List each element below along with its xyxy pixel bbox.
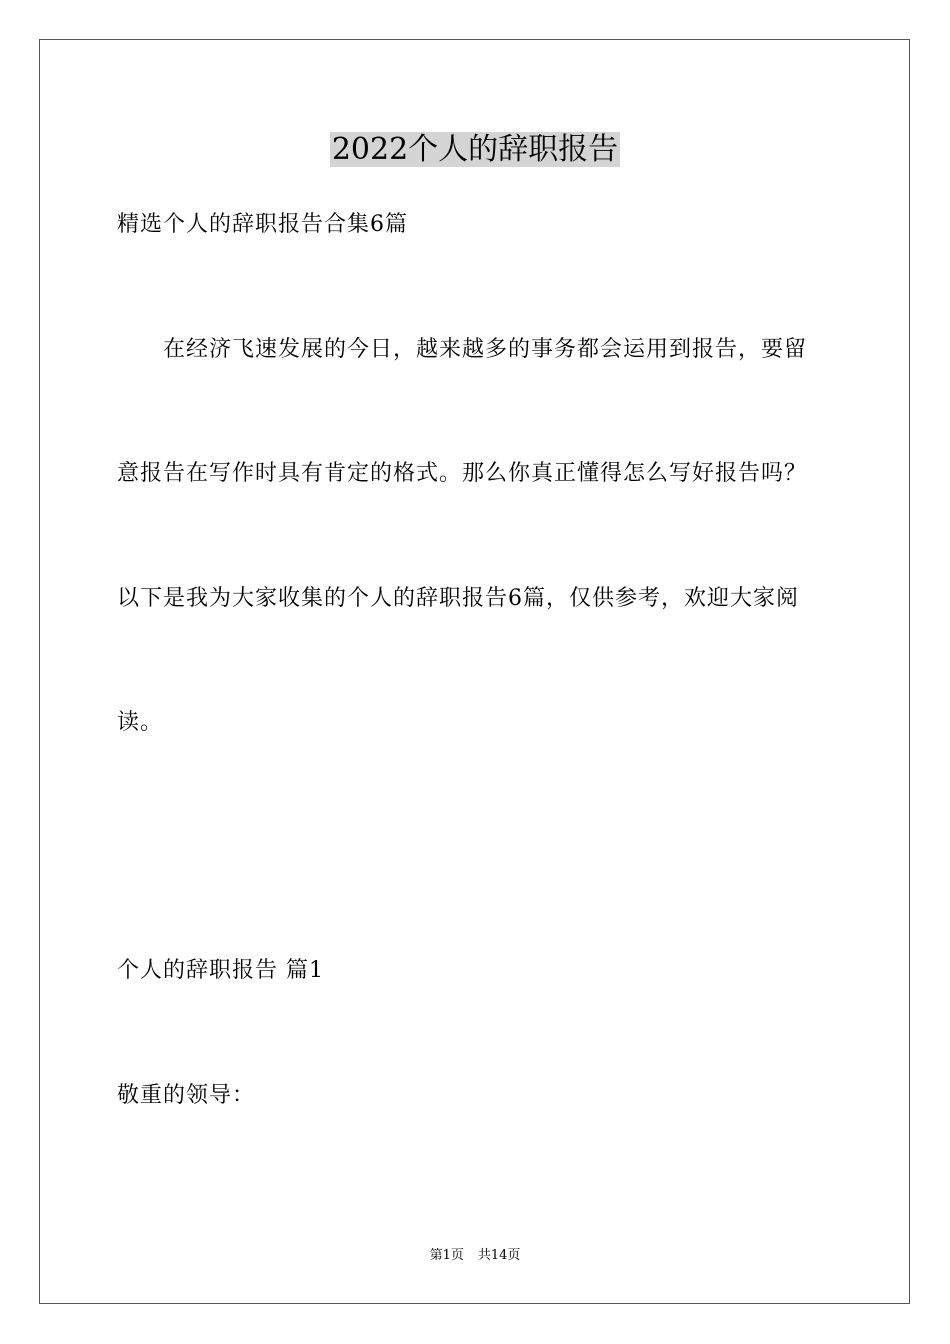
- intro-line-4: 读。: [117, 710, 164, 735]
- intro-line-3: 以下是我为大家收集的个人的辞职报告6篇，仅供参考，欢迎大家阅: [117, 586, 799, 611]
- intro-line-1: 在经济飞速发展的今日，越来越多的事务都会运用到报告，要留: [163, 337, 808, 362]
- intro-line-2: 意报告在写作时具有肯定的格式。那么你真正懂得怎么写好报告吗？: [117, 461, 808, 486]
- section-heading: 个人的辞职报告 篇1: [117, 958, 324, 983]
- page-number: 第1页: [429, 1248, 464, 1263]
- document-title: [0, 128, 950, 172]
- document-subtitle: 精选个人的辞职报告合集6篇: [117, 212, 408, 237]
- page-footer: [0, 1246, 950, 1266]
- document-title-text: 2022个人的辞职报告: [331, 132, 619, 167]
- salutation: 敬重的领导：: [117, 1083, 256, 1108]
- page-total: 共14页: [477, 1248, 521, 1263]
